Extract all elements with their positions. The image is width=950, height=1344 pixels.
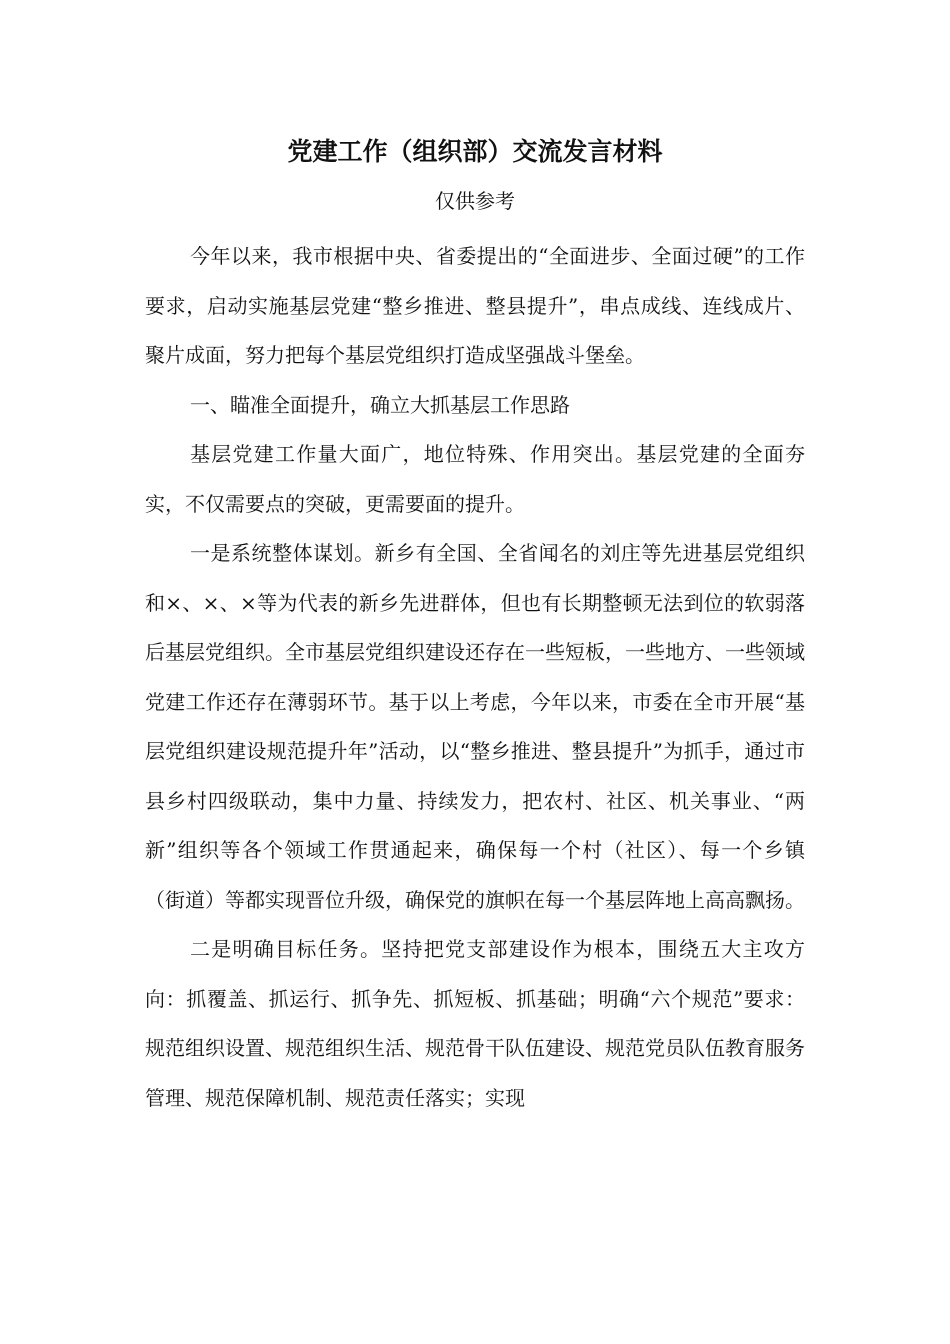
paragraph-point-1: 一是系统整体谋划。新乡有全国、全省闻名的刘庄等先进基层党组织和×、×、×等为代表的新乡先进群体，但也有长期整顿无法到位的软弱落后基层党组织。全市基层党组织建设还存在一些短板，一些地方、一些领域党建工作还存在薄弱环节。基于以上考虑，今年以来，市委在全市开展“基层党组织建设规范提升年”活动，以“整乡推进、整县提升”为抓手，通过市县乡村四级联动，集中力量、持续发力，把农村、社区、机关事业、“两新”组织等各个领域工作贯通起来，确保每一个村（社区）、每一个乡镇（街道）等都实现晋位升级，确保党的旗帜在每一个基层阵地上高高飘扬。 [145, 541, 805, 912]
document-body [145, 232, 805, 1123]
paragraph-point-2: 二是明确目标任务。坚持把党支部建设作为根本，围绕五大主攻方向：抓覆盖、抓运行、抓争先、抓短板、抓基础；明确“六个规范”要求：规范组织设置、规范组织生活、规范骨干队伍建设、规范党员队伍教育服务管理、规范保障机制、规范责任落实；实现 [145, 937, 805, 1110]
section-heading-1: 一、瞄准全面提升，确立大抓基层工作思路 [190, 392, 570, 417]
paragraph-intro: 今年以来，我市根据中央、省委提出的“全面进步、全面过硬”的工作要求，启动实施基层党建“整乡推进、整县提升”，串点成线、连线成片、聚片成面，努力把每个基层党组织打造成坚强战斗堡垒。 [145, 244, 805, 367]
paragraph-overview: 基层党建工作量大面广，地位特殊、作用突出。基层党建的全面夯实，不仅需要点的突破，更需要面的提升。 [145, 442, 805, 516]
document-subtitle: 仅供参考 [435, 189, 515, 213]
document-title: 党建工作（组织部）交流发言材料 [287, 137, 663, 166]
